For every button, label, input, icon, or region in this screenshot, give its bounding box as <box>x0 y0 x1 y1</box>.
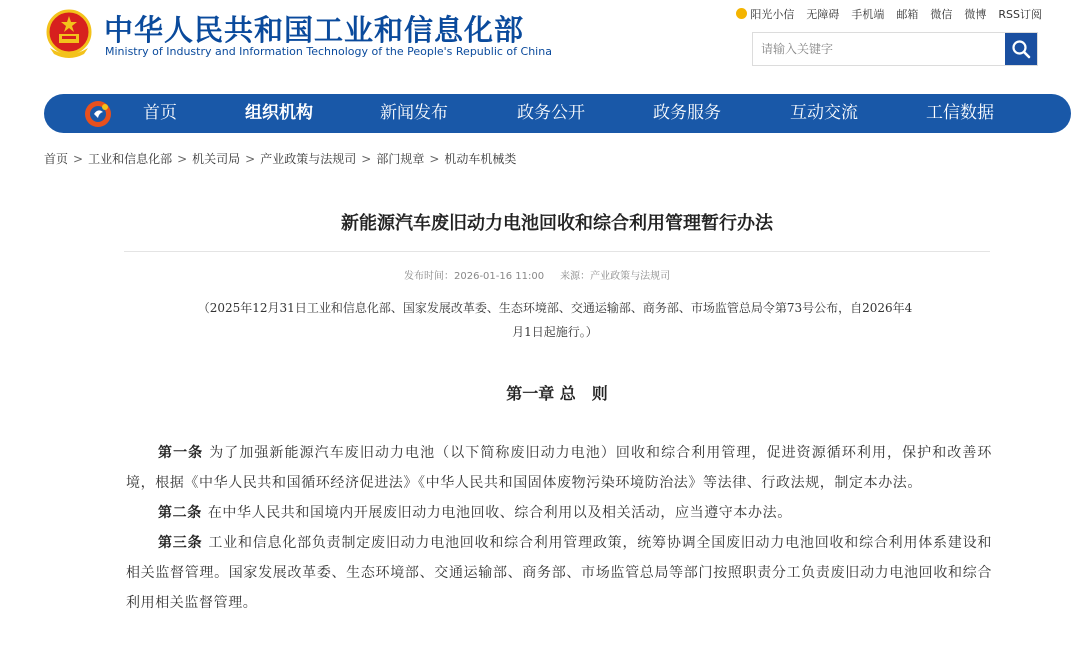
site-header <box>0 0 1080 90</box>
chapter-heading: 第一章 总 则 <box>506 384 608 403</box>
toplink-rss[interactable]: RSS订阅 <box>998 8 1042 21</box>
article-text: 工业和信息化部负责制定废旧动力电池回收和综合利用管理政策，统筹协调全国废旧动力电池回收和综合利用体系建设和相关监督管理。国家发展改革委、生态环境部、交通运输部、商务部、市场监管总局等部门按照职责分工负责废旧动力电池回收和综合利用相关监督管理。 <box>126 535 992 611</box>
article-label: 第一条 <box>158 445 204 461</box>
site-title[interactable]: 中华人民共和国工业和信息化部 <box>104 13 525 47</box>
breadcrumb-ministry[interactable]: 工业和信息化部 <box>88 152 173 166</box>
top-links <box>736 6 1042 22</box>
article-paragraph <box>126 528 992 618</box>
site-subtitle: Ministry of Industry and Information Technology of the People's Republic of China <box>105 45 552 58</box>
article-label: 第三条 <box>158 535 203 551</box>
breadcrumb-separator: > <box>177 152 188 166</box>
toplink-weibo[interactable]: 微博 <box>964 8 987 21</box>
breadcrumb-separator: > <box>245 152 256 166</box>
search-icon <box>1011 39 1031 59</box>
nav-interaction[interactable]: 互动交流 <box>790 103 858 123</box>
nav-organization[interactable]: 组织机构 <box>245 103 313 123</box>
breadcrumb-regulations[interactable]: 部门规章 <box>376 152 425 166</box>
article-source: 来源：产业政策与法规司 <box>560 271 671 282</box>
article-paragraph <box>126 438 992 498</box>
article-body <box>126 438 992 618</box>
search-box <box>752 32 1038 66</box>
article-text: 在中华人民共和国境内开展废旧动力电池回收、综合利用以及相关活动，应当遵守本办法。 <box>207 505 792 521</box>
breadcrumb-vehicle-category[interactable]: 机动车机械类 <box>444 152 517 166</box>
nav-news[interactable]: 新闻发布 <box>380 103 448 123</box>
toplink-sunshine[interactable]: 阳光小信 <box>736 6 794 22</box>
national-emblem-icon[interactable] <box>44 8 94 60</box>
preamble-line-2: 月1日起施行。） <box>512 325 598 339</box>
toplink-mail[interactable]: 邮箱 <box>896 8 919 21</box>
toplink-mobile[interactable]: 手机端 <box>851 8 885 21</box>
breadcrumb-separator: > <box>429 152 440 166</box>
article-preamble <box>120 296 990 344</box>
article-paragraph <box>126 498 992 528</box>
toplink-accessibility[interactable]: 无障碍 <box>806 8 840 21</box>
breadcrumb-separator: > <box>361 152 372 166</box>
toplink-wechat[interactable]: 微信 <box>930 8 953 21</box>
breadcrumb <box>44 150 516 167</box>
article-meta <box>404 267 670 282</box>
main-nav <box>44 94 1071 133</box>
nav-government-affairs[interactable]: 政务公开 <box>517 103 585 123</box>
publish-time: 发布时间：2026-01-16 11:00 <box>404 271 545 282</box>
miit-logo-icon[interactable] <box>83 99 113 129</box>
preamble-line-1: （2025年12月31日工业和信息化部、国家发展改革委、生态环境部、交通运输部、商务部、市场监管总局令第73号公布，自2026年4 <box>197 301 913 315</box>
breadcrumb-separator: > <box>73 152 84 166</box>
nav-services[interactable]: 政务服务 <box>653 103 721 123</box>
article-title: 新能源汽车废旧动力电池回收和综合利用管理暂行办法 <box>341 213 773 234</box>
breadcrumb-policy-dept[interactable]: 产业政策与法规司 <box>260 152 357 166</box>
article-label: 第二条 <box>158 505 202 521</box>
breadcrumb-home[interactable]: 首页 <box>44 152 69 166</box>
title-divider <box>124 251 990 252</box>
nav-data[interactable]: 工信数据 <box>926 103 994 123</box>
breadcrumb-departments[interactable]: 机关司局 <box>192 152 241 166</box>
nav-home[interactable]: 首页 <box>143 103 177 123</box>
badge-icon <box>736 8 747 19</box>
article-text: 为了加强新能源汽车废旧动力电池（以下简称废旧动力电池）回收和综合利用管理，促进资源循环利用，保护和改善环境，根据《中华人民共和国循环经济促进法》《中华人民共和国固体废物污染环境防治法》等法律、行政法规，制定本办法。 <box>126 445 992 491</box>
search-button[interactable] <box>1005 33 1037 65</box>
search-input[interactable] <box>753 33 1003 65</box>
